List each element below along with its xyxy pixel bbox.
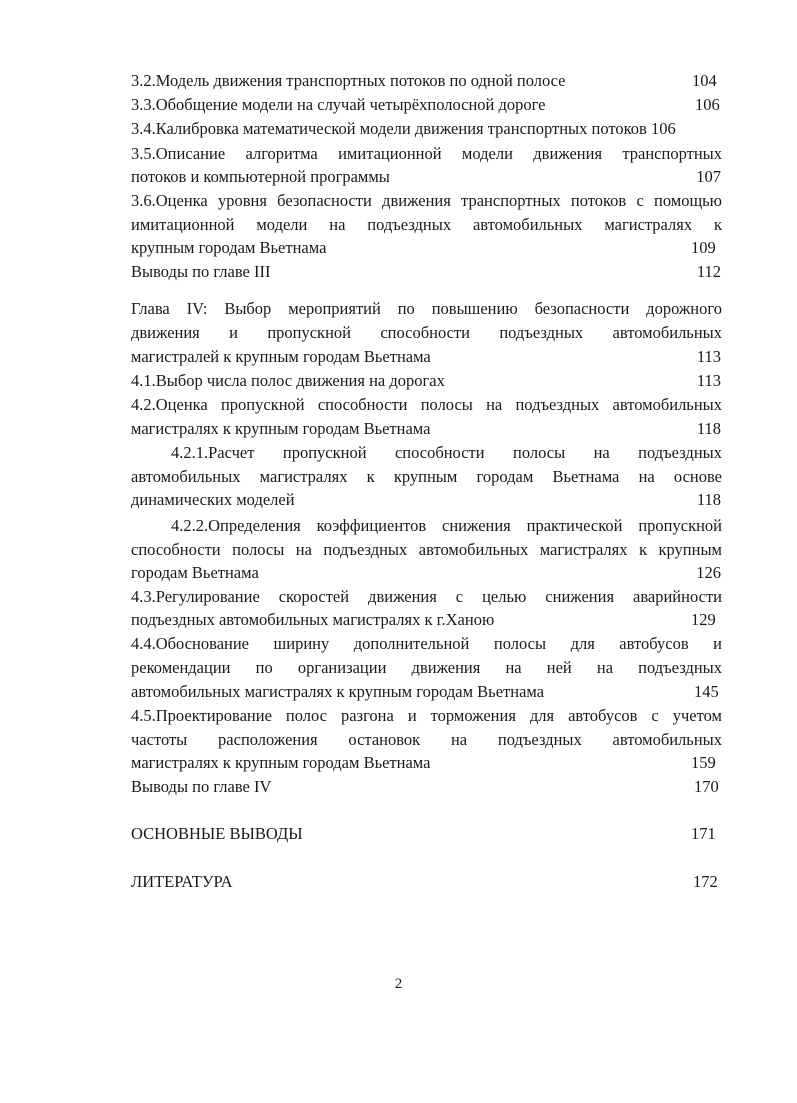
toc-entry-4-2-1-line3: динамических моделей bbox=[131, 490, 295, 509]
toc-entry-conclusions-3: Выводы по главе III bbox=[131, 262, 271, 281]
toc-entry-3-6-line1: 3.6.Оценка уровня безопасности движения транспортных потоков с помощью bbox=[131, 191, 722, 210]
toc-entry-4-4-line1: 4.4.Обоснование ширину дополнительной полосы для автобусов и bbox=[131, 634, 722, 653]
toc-entry-3-5-line2: потоков и компьютерной программы bbox=[131, 167, 390, 186]
page-number: 2 bbox=[394, 976, 403, 992]
toc-page-4-5: 159 bbox=[691, 753, 716, 772]
toc-entry-4-3-line1: 4.3.Регулирование скоростей движения с целью снижения аварийности bbox=[131, 587, 722, 606]
toc-chapter-4-line3: магистралей к крупным городам Вьетнама bbox=[131, 347, 431, 366]
toc-entry-4-4-line3: автомобильных магистралях к крупным городам Вьетнама bbox=[131, 682, 545, 701]
toc-entry-4-2-line2: магистралях к крупным городам Вьетнама bbox=[131, 419, 431, 438]
toc-page-4-1: 113 bbox=[696, 371, 721, 390]
toc-entry-3-3: 3.3.Обобщение модели на случай четырёхполосной дороге bbox=[131, 95, 546, 114]
toc-page-3-5: 107 bbox=[696, 167, 721, 186]
toc-entry-3-5-line1: 3.5.Описание алгоритма имитационной модели движения транспортных bbox=[131, 144, 722, 163]
toc-entry-4-2-1-line2: автомобильных магистралях к крупным городам Вьетнама на основе bbox=[131, 467, 722, 486]
toc-page-4-2: 118 bbox=[696, 419, 721, 438]
toc-entry-4-2-2-line3: городам Вьетнама bbox=[131, 563, 259, 582]
toc-entry-4-2-2-line1: 4.2.2.Определения коэффициентов снижения практической пропускной bbox=[171, 516, 722, 535]
toc-entry-4-5-line3: магистралях к крупным городам Вьетнама bbox=[131, 753, 431, 772]
toc-page-4-4: 145 bbox=[694, 682, 719, 701]
toc-entry-3-6-line2: имитационной модели на подъездных автомобильных магистралях к bbox=[131, 215, 722, 234]
toc-page-main-conclusions: 171 bbox=[691, 824, 716, 843]
toc-chapter-4-line2: движения и пропускной способности подъездных автомобильных bbox=[131, 323, 722, 342]
toc-page-3-6: 109 bbox=[691, 238, 716, 257]
toc-entry-conclusions-4: Выводы по главе IV bbox=[131, 777, 272, 796]
toc-entry-4-2-line1: 4.2.Оценка пропускной способности полосы на подъездных автомобильных bbox=[131, 395, 722, 414]
toc-entry-3-2: 3.2.Модель движения транспортных потоков по одной полосе bbox=[131, 71, 566, 90]
toc-page-literature: 172 bbox=[693, 872, 718, 891]
toc-entry-3-4: 3.4.Калибровка математической модели движения транспортных потоков 106 bbox=[131, 119, 676, 138]
toc-entry-literature: ЛИТЕРАТУРА bbox=[131, 872, 233, 891]
toc-page-chapter-4: 113 bbox=[696, 347, 721, 366]
toc-page-4-2-2: 126 bbox=[696, 563, 721, 582]
toc-chapter-4-line1: Глава IV: Выбор мероприятий по повышению безопасности дорожного bbox=[131, 299, 722, 318]
toc-page-3-3: 106 bbox=[695, 95, 720, 114]
toc-page-conclusions-4: 170 bbox=[694, 777, 719, 796]
toc-page-4-3: 129 bbox=[691, 610, 716, 629]
toc-page-4-2-1: 118 bbox=[696, 490, 721, 509]
toc-entry-main-conclusions: ОСНОВНЫЕ ВЫВОДЫ bbox=[131, 824, 303, 843]
toc-entry-4-2-1-line1: 4.2.1.Расчет пропускной способности полосы на подъездных bbox=[171, 443, 722, 462]
toc-entry-4-4-line2: рекомендации по организации движения на ней на подъездных bbox=[131, 658, 722, 677]
toc-page-conclusions-3: 112 bbox=[696, 262, 721, 281]
toc-page-3-2: 104 bbox=[692, 71, 717, 90]
toc-entry-4-5-line1: 4.5.Проектирование полос разгона и торможения для автобусов с учетом bbox=[131, 706, 722, 725]
toc-entry-4-1: 4.1.Выбор числа полос движения на дорогах bbox=[131, 371, 445, 390]
toc-entry-4-5-line2: частоты расположения остановок на подъездных автомобильных bbox=[131, 730, 722, 749]
toc-entry-4-2-2-line2: способности полосы на подъездных автомобильных магистралях к крупным bbox=[131, 540, 722, 559]
toc-entry-4-3-line2: подъездных автомобильных магистралях к г.Ханою bbox=[131, 610, 495, 629]
toc-entry-3-6-line3: крупным городам Вьетнама bbox=[131, 238, 327, 257]
